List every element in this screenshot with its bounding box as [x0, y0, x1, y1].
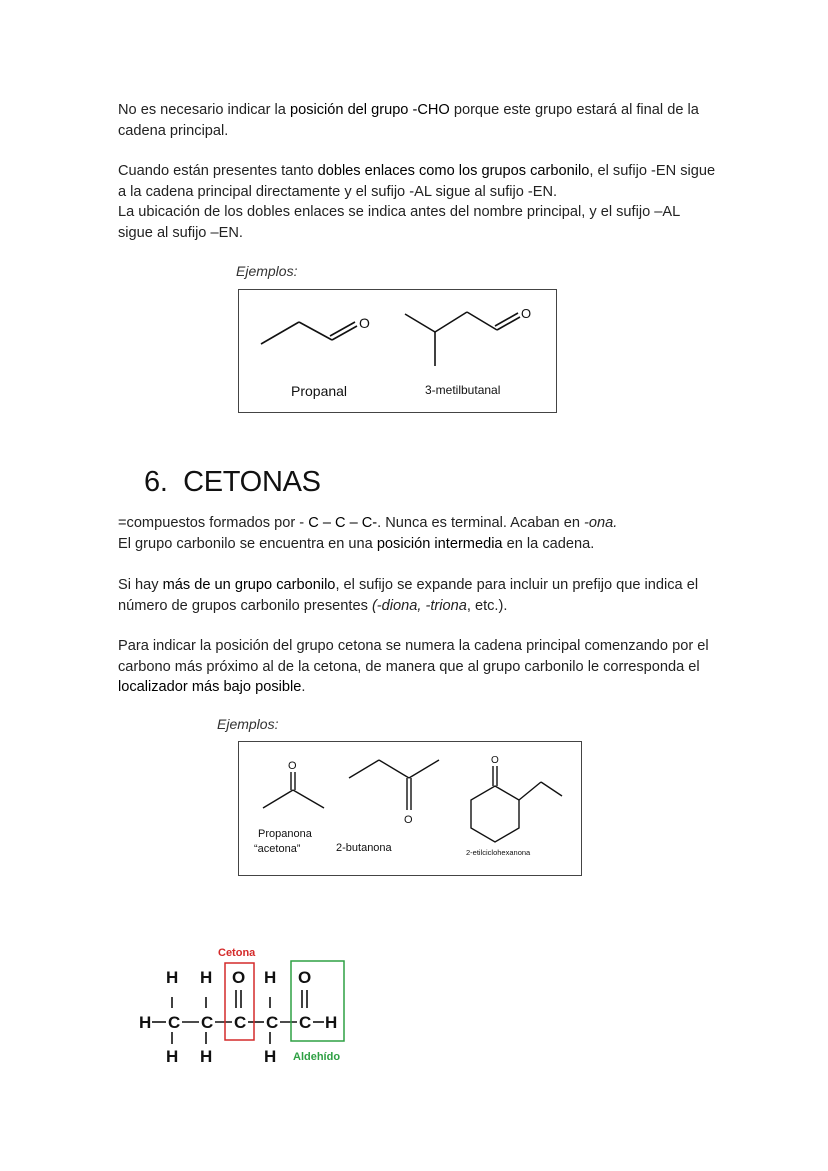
- atom-h-bottom-1: H: [166, 1047, 179, 1066]
- structural-formula: [130, 940, 360, 1070]
- atom-o-ketone: O: [232, 968, 246, 987]
- butanona-structure: [349, 760, 439, 810]
- examples-box-ketones: [238, 741, 582, 876]
- intro-paragraph-3: La ubicación de los dobles enlaces se indica antes del nombre principal, y el sufijo –AL sigue al sufijo –EN.: [118, 204, 680, 241]
- metilbutanal-structure: [405, 312, 520, 366]
- propanal-oxygen: O: [359, 315, 370, 331]
- atom-h-top-2: H: [200, 968, 213, 987]
- intro-paragraph-2: Cuando están presentes tanto dobles enlaces como los grupos carbonilo, el sufijo -EN sigue a la cadena principal directamente y el sufijo -AL sigue al sufijo -EN.: [118, 163, 716, 200]
- propanona-oxygen: O: [288, 760, 297, 772]
- propanona-structure: [263, 772, 324, 808]
- highlight-ccc: C – C – C-: [308, 515, 378, 531]
- metilbutanal-name: 3-metilbutanal: [425, 383, 501, 397]
- atom-c-3: C: [234, 1013, 247, 1032]
- atom-h-top-1: H: [166, 968, 179, 987]
- butanona-oxygen: O: [404, 814, 413, 826]
- section-heading: 6. CETONAS: [144, 466, 321, 498]
- ketones-paragraph-4: Para indicar la posición del grupo cetona se numera la cadena principal comenzando por el carbono más próximo al de la cetona, de manera que al grupo carbonilo le corresponda el localizador más bajo posible.: [118, 638, 709, 695]
- atom-h-right: H: [325, 1013, 338, 1032]
- highlight-double-bonds: dobles enlaces como los grupos carbonilo: [317, 163, 590, 179]
- atom-c-1: C: [168, 1013, 181, 1032]
- intro-paragraph-1: No es necesario indicar la posición del grupo -CHO porque este grupo estará al final de la cadena principal.: [118, 102, 699, 139]
- metilbutanal-oxygen: O: [521, 306, 532, 321]
- atom-h-left: H: [139, 1013, 152, 1032]
- ketones-paragraph-2: El grupo carbonilo se encuentra en una posición intermedia en la cadena.: [118, 536, 595, 552]
- examples-label-1: Ejemplos:: [236, 263, 298, 279]
- highlight-intermediate: posición intermedia: [376, 536, 503, 552]
- atom-o-aldehyde: O: [298, 968, 312, 987]
- etilciclohexanona-name: 2-etilciclohexanona: [466, 848, 531, 857]
- atom-c-4: C: [266, 1013, 279, 1032]
- aldehyde-structures: [239, 290, 556, 412]
- atom-c-5: C: [299, 1013, 312, 1032]
- atom-h-bottom-3: H: [264, 1047, 277, 1066]
- atom-c-2: C: [201, 1013, 214, 1032]
- atom-h-bottom-2: H: [200, 1047, 213, 1066]
- highlight-multi-carbonyl: más de un grupo carbonilo: [162, 577, 336, 593]
- cetona-label: Cetona: [218, 947, 256, 959]
- ketone-structures: [239, 742, 581, 875]
- etilciclohexanona-structure: [471, 766, 562, 842]
- etilciclohexanona-oxygen: O: [491, 755, 499, 766]
- examples-label-2: Ejemplos:: [217, 716, 279, 732]
- propanal-structure: [261, 322, 357, 344]
- highlight-lowest-locant: localizador más bajo posible: [118, 679, 302, 695]
- propanona-name: Propanona: [258, 828, 312, 840]
- atom-h-top-3: H: [264, 968, 277, 987]
- propanal-name: Propanal: [291, 383, 348, 399]
- aldehido-label: Aldehído: [293, 1051, 341, 1063]
- ketones-paragraph-3: Si hay más de un grupo carbonilo, el sufijo se expande para incluir un prefijo que indica el número de grupos carbonilo presentes (-diona, -triona, etc.).: [118, 577, 699, 614]
- ketones-paragraph-1: =compuestos formados por - C – C – C-. Nunca es terminal. Acaban en -ona.: [118, 515, 618, 531]
- examples-box-aldehydes: [238, 289, 557, 413]
- butanona-name: 2-butanona: [336, 842, 392, 854]
- highlight-cho: posición del grupo -CHO: [289, 102, 450, 118]
- propanona-alias: “acetona”: [254, 843, 301, 855]
